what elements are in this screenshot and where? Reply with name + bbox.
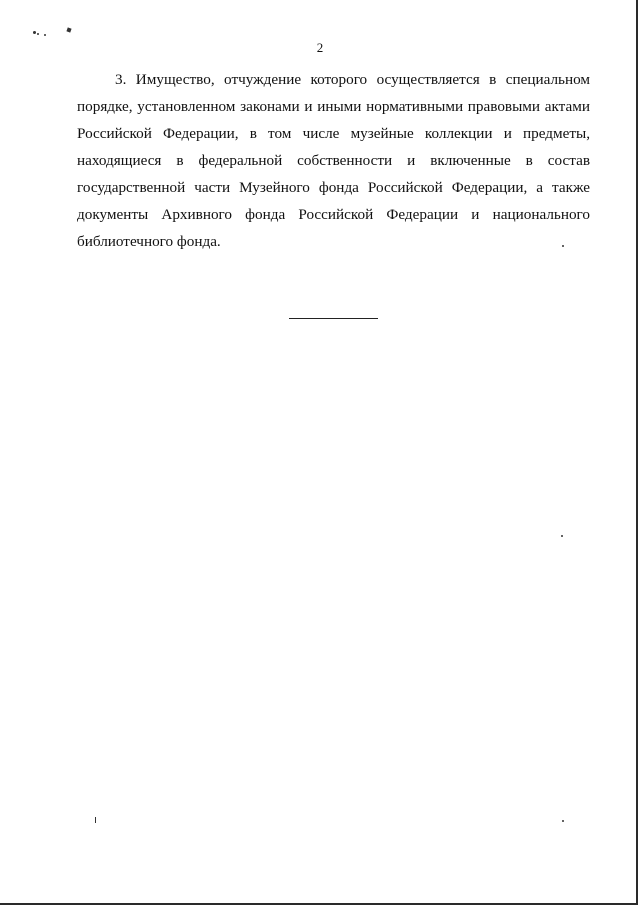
- scan-speck: [44, 34, 46, 36]
- page-number: 2: [316, 40, 324, 55]
- paragraph-item-3: 3. Имущество, отчуждение которого осуществляется в специальном порядке, установленном законами и иными нормативными правовыми актами Российской Федерации, в том числе музейные коллекции и предметы, находящиеся в федеральной собственности и включенные в состав государственной части Музейного фонда Российской Федерации, а также документы Архивного фонда Российской Федерации и национального библиотечного фонда.: [77, 71, 590, 250]
- end-separator-line: [289, 318, 378, 319]
- scan-speck: [561, 535, 563, 537]
- scan-speck: [37, 33, 39, 35]
- scan-speck: [33, 31, 36, 34]
- scan-speck: [95, 817, 96, 823]
- scan-speck: [562, 820, 564, 822]
